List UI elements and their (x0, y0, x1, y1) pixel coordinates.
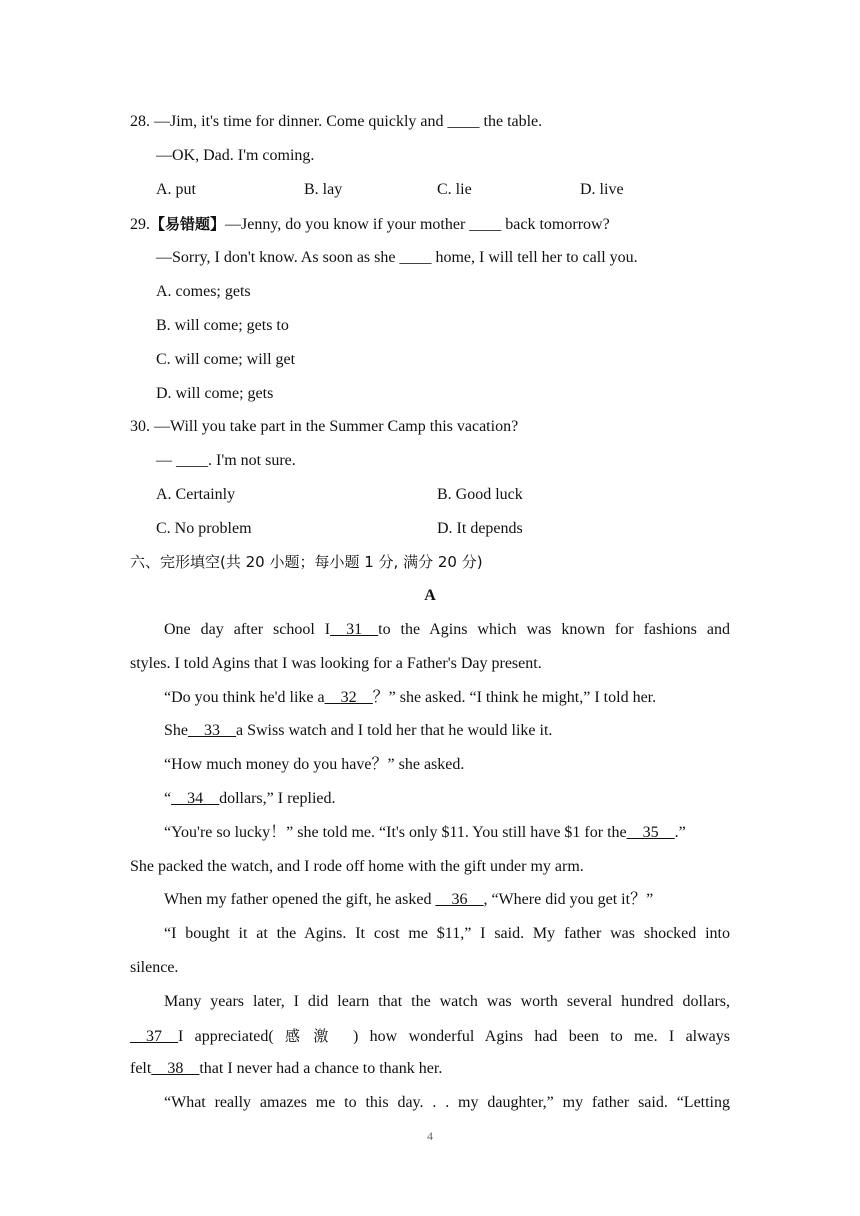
q28-option-d: D. live (580, 181, 624, 198)
page-number: 4 (427, 1129, 433, 1143)
q29-option-a: A. comes; gets (156, 283, 251, 300)
q30-reply: — ____. I'm not sure. (156, 452, 296, 469)
passage-paragraph-6-line-1: “You're so lucky！” she told me. “It's only $11. You still have $1 for the__35__.” (164, 824, 686, 841)
q30-option-d: D. It depends (437, 520, 523, 537)
passage-title: A (424, 587, 436, 604)
q29-tag: 【易错题】 (150, 215, 226, 233)
passage-paragraph-2: “Do you think he'd like a__32__？” she asked. “I think he might,” I told her. (164, 689, 657, 706)
passage-paragraph-4: “How much money do you have？” she asked. (164, 756, 465, 773)
passage-paragraph-9-line-3: felt__38__that I never had a chance to thank her. (130, 1060, 443, 1077)
blank-37: __37__ (130, 1028, 178, 1045)
passage-paragraph-8-line-1: “I bought it at the Agins. It cost me $11,” I said. My father was shocked into (164, 925, 730, 942)
blank-38: __38__ (151, 1060, 200, 1077)
passage-paragraph-9-line-2: __37__I appreciated( 感激 ) how wonderful Agins had been to me. I always (130, 1027, 730, 1045)
q28-prompt: 28. —Jim, it's time for dinner. Come quickly and ____ the table. (130, 113, 543, 130)
passage-paragraph-7: When my father opened the gift, he asked __36__, “Where did you get it？” (164, 891, 654, 908)
passage-paragraph-9-line-1: Many years later, I did learn that the watch was worth several hundred dollars, (164, 993, 730, 1010)
q30-option-b: B. Good luck (437, 486, 523, 503)
passage-paragraph-3: She__33__a Swiss watch and I told her that he would like it. (164, 722, 553, 739)
blank-31: __31__ (330, 621, 379, 638)
q28-option-a: A. put (156, 181, 196, 198)
blank-33: __33__ (188, 722, 236, 739)
q29-prompt-text: —Jenny, do you know if your mother ____ back tomorrow? (225, 216, 610, 233)
passage-paragraph-6-line-2: She packed the watch, and I rode off home with the gift under my arm. (130, 858, 584, 875)
passage-paragraph-1-line-2: styles. I told Agins that I was looking for a Father's Day present. (130, 655, 542, 672)
q29-option-d: D. will come; gets (156, 385, 274, 402)
blank-35: __35__ (626, 824, 675, 841)
q29-number: 29. (130, 216, 150, 233)
q30-prompt: 30. —Will you take part in the Summer Camp this vacation? (130, 418, 519, 435)
section-heading: 六、完形填空(共 20 小题；每小题 1 分, 满分 20 分) (130, 553, 483, 571)
q29-prompt (130, 214, 610, 235)
q30-option-c: C. No problem (156, 520, 252, 537)
blank-36: __36__ (435, 891, 484, 908)
blank-32: __32__ (324, 689, 373, 706)
q28-option-b: B. lay (304, 181, 343, 198)
q29-reply: —Sorry, I don't know. As soon as she ____ home, I will tell her to call you. (156, 249, 638, 266)
passage-paragraph-5: “__34__dollars,” I replied. (164, 790, 336, 807)
passage-paragraph-8-line-2: silence. (130, 959, 179, 976)
passage-paragraph-1-line-1: One day after school I__31__to the Agins which was known for fashions and (164, 621, 730, 638)
q28-reply: —OK, Dad. I'm coming. (156, 147, 315, 164)
q30-option-a: A. Certainly (156, 486, 236, 503)
q29-option-b: B. will come; gets to (156, 317, 289, 334)
passage-paragraph-10: “What really amazes me to this day. . . my daughter,” my father said. “Letting (164, 1094, 730, 1111)
blank-34: __34__ (171, 790, 220, 807)
q28-option-c: C. lie (437, 181, 472, 198)
q29-option-c: C. will come; will get (156, 351, 296, 368)
